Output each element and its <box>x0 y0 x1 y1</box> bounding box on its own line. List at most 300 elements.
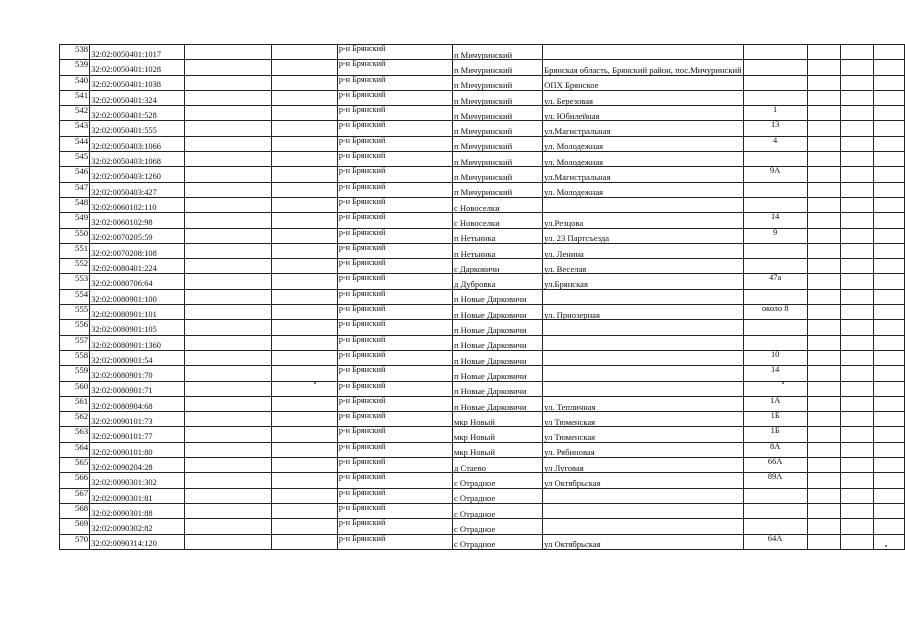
row-number: 543 <box>60 121 90 136</box>
empty-cell <box>272 427 337 442</box>
empty-cell <box>874 458 905 473</box>
table-row <box>60 274 905 289</box>
cadastral-number: 32:02:0090101:80 <box>90 442 184 457</box>
table-row <box>60 442 905 457</box>
house-cell <box>743 60 807 75</box>
cadastral-number: 32:02:0050401:555 <box>90 121 184 136</box>
row-number: 540 <box>60 75 90 90</box>
empty-cell <box>840 259 873 274</box>
empty-cell <box>840 90 873 105</box>
row-number: 556 <box>60 320 90 335</box>
empty-cell <box>272 473 337 488</box>
locality-cell: п Мичуринский <box>452 90 542 105</box>
empty-cell <box>840 320 873 335</box>
empty-cell <box>840 305 873 320</box>
district-cell: р-н Брянский <box>337 519 452 534</box>
district-cell: р-н Брянский <box>337 243 452 258</box>
empty-cell <box>807 75 840 90</box>
table-row <box>60 488 905 503</box>
row-number: 565 <box>60 458 90 473</box>
empty-cell <box>874 243 905 258</box>
row-number: 544 <box>60 136 90 151</box>
table-row <box>60 519 905 534</box>
house-cell: 14 <box>743 213 807 228</box>
house-cell: 1Б <box>743 412 807 427</box>
row-number: 548 <box>60 197 90 212</box>
empty-cell <box>840 427 873 442</box>
house-cell <box>743 182 807 197</box>
locality-cell: п Мичуринский <box>452 60 542 75</box>
empty-cell <box>184 75 272 90</box>
empty-cell <box>272 305 337 320</box>
empty-cell <box>874 503 905 518</box>
locality-cell: с Новоселки <box>452 197 542 212</box>
street-cell: ул. Тепличная <box>543 396 744 411</box>
table-row <box>60 75 905 90</box>
cadastral-number: 32:02:0050403:1068 <box>90 152 184 167</box>
locality-cell: п Мичуринский <box>452 167 542 182</box>
district-cell: р-н Брянский <box>337 412 452 427</box>
table-row <box>60 473 905 488</box>
table-row <box>60 106 905 121</box>
district-cell: р-н Брянский <box>337 167 452 182</box>
table-row <box>60 427 905 442</box>
locality-cell: п Мичуринский <box>452 121 542 136</box>
empty-cell <box>184 350 272 365</box>
empty-cell <box>874 136 905 151</box>
empty-cell <box>807 335 840 350</box>
table-row <box>60 396 905 411</box>
locality-cell: с Отрадное <box>452 519 542 534</box>
empty-cell <box>874 488 905 503</box>
empty-cell <box>184 167 272 182</box>
district-cell: р-н Брянский <box>337 335 452 350</box>
house-cell <box>743 90 807 105</box>
house-cell <box>743 519 807 534</box>
house-cell: 66А <box>743 458 807 473</box>
street-cell: ул.Магистральная <box>543 121 744 136</box>
empty-cell <box>840 167 873 182</box>
house-cell: 14 <box>743 366 807 381</box>
empty-cell <box>184 488 272 503</box>
table-row <box>60 152 905 167</box>
house-cell: 9А <box>743 167 807 182</box>
house-cell: 10 <box>743 350 807 365</box>
table-row <box>60 228 905 243</box>
cadastral-number: 32:02:0070208:108 <box>90 243 184 258</box>
empty-cell <box>272 136 337 151</box>
house-cell <box>743 197 807 212</box>
row-number: 562 <box>60 412 90 427</box>
table-row <box>60 243 905 258</box>
street-cell: ул. Молодежная <box>543 136 744 151</box>
empty-cell <box>272 121 337 136</box>
row-number: 569 <box>60 519 90 534</box>
empty-cell <box>807 213 840 228</box>
empty-cell <box>874 366 905 381</box>
empty-cell <box>874 320 905 335</box>
empty-cell <box>272 106 337 121</box>
empty-cell <box>840 335 873 350</box>
empty-cell <box>840 503 873 518</box>
row-number: 558 <box>60 350 90 365</box>
locality-cell: д Дубровка <box>452 274 542 289</box>
empty-cell <box>807 136 840 151</box>
empty-cell <box>807 228 840 243</box>
street-cell: Брянская область, Брянский район, пос.Мичуринский <box>543 60 744 75</box>
empty-cell <box>874 60 905 75</box>
house-cell: около 8 <box>743 305 807 320</box>
district-cell: р-н Брянский <box>337 305 452 320</box>
empty-cell <box>807 152 840 167</box>
locality-cell: д Стаево <box>452 458 542 473</box>
empty-cell <box>272 503 337 518</box>
empty-cell <box>184 412 272 427</box>
empty-cell <box>840 289 873 304</box>
row-number: 560 <box>60 381 90 396</box>
street-cell <box>543 289 744 304</box>
locality-cell: с Дарковичи <box>452 259 542 274</box>
empty-cell <box>840 534 873 549</box>
house-cell <box>743 381 807 396</box>
district-cell: р-н Брянский <box>337 442 452 457</box>
street-cell <box>543 503 744 518</box>
empty-cell <box>184 442 272 457</box>
empty-cell <box>840 152 873 167</box>
table-row <box>60 534 905 549</box>
empty-cell <box>807 305 840 320</box>
empty-cell <box>272 442 337 457</box>
locality-cell: п Мичуринский <box>452 45 542 60</box>
house-cell <box>743 152 807 167</box>
empty-cell <box>807 167 840 182</box>
house-cell <box>743 503 807 518</box>
empty-cell <box>840 243 873 258</box>
district-cell: р-н Брянский <box>337 136 452 151</box>
table-row <box>60 335 905 350</box>
street-cell: ул. Молодежная <box>543 182 744 197</box>
street-cell <box>543 366 744 381</box>
house-cell: 9 <box>743 228 807 243</box>
locality-cell: п Мичуринский <box>452 75 542 90</box>
empty-cell <box>840 488 873 503</box>
street-cell: ул Тюменская <box>543 427 744 442</box>
street-cell <box>543 519 744 534</box>
row-number: 541 <box>60 90 90 105</box>
empty-cell <box>840 106 873 121</box>
row-number: 563 <box>60 427 90 442</box>
locality-cell: мкр Новый <box>452 412 542 427</box>
street-cell: ул. Веселая <box>543 259 744 274</box>
empty-cell <box>807 259 840 274</box>
empty-cell <box>874 350 905 365</box>
empty-cell <box>807 473 840 488</box>
empty-cell <box>874 259 905 274</box>
street-cell: ул. Ленина <box>543 243 744 258</box>
locality-cell: п Новые Дарковичи <box>452 305 542 320</box>
cadastral-number: 32:02:0050401:528 <box>90 106 184 121</box>
cadastral-number: 32:02:0090101:73 <box>90 412 184 427</box>
district-cell: р-н Брянский <box>337 427 452 442</box>
empty-cell <box>272 45 337 60</box>
locality-cell: п Новые Дарковичи <box>452 289 542 304</box>
empty-cell <box>272 75 337 90</box>
empty-cell <box>874 274 905 289</box>
district-cell: р-н Брянский <box>337 534 452 549</box>
cadastral-number: 32:02:0080706:64 <box>90 274 184 289</box>
empty-cell <box>874 473 905 488</box>
table-row <box>60 350 905 365</box>
empty-cell <box>874 335 905 350</box>
empty-cell <box>184 458 272 473</box>
cadastral-number: 32:02:0090204:28 <box>90 458 184 473</box>
empty-cell <box>807 197 840 212</box>
empty-cell <box>807 243 840 258</box>
row-number: 538 <box>60 45 90 60</box>
empty-cell <box>272 350 337 365</box>
scan-speck <box>314 382 316 384</box>
locality-cell: п Мичуринский <box>452 106 542 121</box>
scan-speck <box>782 382 784 384</box>
house-cell: 1Б <box>743 427 807 442</box>
district-cell: р-н Брянский <box>337 473 452 488</box>
empty-cell <box>807 60 840 75</box>
empty-cell <box>874 519 905 534</box>
empty-cell <box>184 106 272 121</box>
empty-cell <box>272 488 337 503</box>
cadastral-number: 32:02:0080901:71 <box>90 381 184 396</box>
empty-cell <box>184 228 272 243</box>
street-cell <box>543 45 744 60</box>
row-number: 545 <box>60 152 90 167</box>
empty-cell <box>184 182 272 197</box>
locality-cell: п Нетьинка <box>452 228 542 243</box>
row-number: 554 <box>60 289 90 304</box>
street-cell <box>543 335 744 350</box>
street-cell <box>543 320 744 335</box>
district-cell: р-н Брянский <box>337 213 452 228</box>
empty-cell <box>807 182 840 197</box>
district-cell: р-н Брянский <box>337 503 452 518</box>
empty-cell <box>874 305 905 320</box>
house-cell <box>743 259 807 274</box>
street-cell: ул Тюменская <box>543 412 744 427</box>
district-cell: р-н Брянский <box>337 381 452 396</box>
locality-cell: с Отрадное <box>452 488 542 503</box>
cadastral-number: 32:02:0080401:224 <box>90 259 184 274</box>
cadastral-number: 32:02:0080901:54 <box>90 350 184 365</box>
empty-cell <box>272 90 337 105</box>
house-cell: 47а <box>743 274 807 289</box>
street-cell: ул. Молодежная <box>543 152 744 167</box>
empty-cell <box>874 75 905 90</box>
empty-cell <box>272 259 337 274</box>
house-cell <box>743 75 807 90</box>
empty-cell <box>272 320 337 335</box>
cadastral-number: 32:02:0060102:110 <box>90 197 184 212</box>
empty-cell <box>184 152 272 167</box>
street-cell <box>543 197 744 212</box>
empty-cell <box>807 519 840 534</box>
district-cell: р-н Брянский <box>337 60 452 75</box>
empty-cell <box>184 197 272 212</box>
cadastral-number: 32:02:0050403:1260 <box>90 167 184 182</box>
table-row <box>60 167 905 182</box>
empty-cell <box>807 121 840 136</box>
house-cell <box>743 320 807 335</box>
empty-cell <box>807 442 840 457</box>
locality-cell: п Новые Дарковичи <box>452 381 542 396</box>
row-number: 561 <box>60 396 90 411</box>
house-cell: 8А <box>743 442 807 457</box>
row-number: 553 <box>60 274 90 289</box>
district-cell: р-н Брянский <box>337 182 452 197</box>
empty-cell <box>840 458 873 473</box>
district-cell: р-н Брянский <box>337 488 452 503</box>
empty-cell <box>807 90 840 105</box>
district-cell: р-н Брянский <box>337 228 452 243</box>
empty-cell <box>874 121 905 136</box>
empty-cell <box>840 519 873 534</box>
row-number: 557 <box>60 335 90 350</box>
street-cell: ул Октябрьская <box>543 473 744 488</box>
locality-cell: п Мичуринский <box>452 152 542 167</box>
row-number: 539 <box>60 60 90 75</box>
empty-cell <box>272 289 337 304</box>
table-body <box>60 45 905 550</box>
house-cell <box>743 289 807 304</box>
district-cell: р-н Брянский <box>337 458 452 473</box>
house-cell: 13 <box>743 121 807 136</box>
cadastral-number: 32:02:0080901:1360 <box>90 335 184 350</box>
street-cell: ул. Березовая <box>543 90 744 105</box>
empty-cell <box>184 60 272 75</box>
locality-cell: с Отрадное <box>452 534 542 549</box>
empty-cell <box>840 45 873 60</box>
table-row <box>60 45 905 60</box>
house-cell: 89А <box>743 473 807 488</box>
empty-cell <box>807 458 840 473</box>
street-cell <box>543 350 744 365</box>
district-cell: р-н Брянский <box>337 197 452 212</box>
empty-cell <box>272 335 337 350</box>
locality-cell: п Новые Дарковичи <box>452 335 542 350</box>
street-cell: ул.Резцова <box>543 213 744 228</box>
empty-cell <box>272 60 337 75</box>
row-number: 546 <box>60 167 90 182</box>
cadastral-number: 32:02:0090301:81 <box>90 488 184 503</box>
table-row <box>60 305 905 320</box>
cadastral-number: 32:02:0070205:59 <box>90 228 184 243</box>
empty-cell <box>874 152 905 167</box>
empty-cell <box>272 243 337 258</box>
empty-cell <box>807 45 840 60</box>
cadastral-number: 32:02:0080901:105 <box>90 320 184 335</box>
row-number: 568 <box>60 503 90 518</box>
empty-cell <box>807 396 840 411</box>
property-table <box>59 44 905 550</box>
empty-cell <box>807 503 840 518</box>
locality-cell: п Мичуринский <box>452 136 542 151</box>
empty-cell <box>272 197 337 212</box>
empty-cell <box>840 366 873 381</box>
empty-cell <box>184 305 272 320</box>
empty-cell <box>874 213 905 228</box>
empty-cell <box>840 60 873 75</box>
empty-cell <box>807 366 840 381</box>
cadastral-number: 32:02:0050401:1017 <box>90 45 184 60</box>
empty-cell <box>184 427 272 442</box>
cadastral-number: 32:02:0090101:77 <box>90 427 184 442</box>
empty-cell <box>184 381 272 396</box>
empty-cell <box>807 381 840 396</box>
locality-cell: с Новоселки <box>452 213 542 228</box>
district-cell: р-н Брянский <box>337 152 452 167</box>
empty-cell <box>272 458 337 473</box>
empty-cell <box>840 442 873 457</box>
street-cell: ул Луговая <box>543 458 744 473</box>
district-cell: р-н Брянский <box>337 75 452 90</box>
empty-cell <box>272 412 337 427</box>
empty-cell <box>874 534 905 549</box>
empty-cell <box>807 274 840 289</box>
empty-cell <box>184 503 272 518</box>
empty-cell <box>874 412 905 427</box>
empty-cell <box>184 473 272 488</box>
district-cell: р-н Брянский <box>337 350 452 365</box>
empty-cell <box>184 534 272 549</box>
row-number: 566 <box>60 473 90 488</box>
empty-cell <box>807 350 840 365</box>
cadastral-number: 32:02:0050401:324 <box>90 90 184 105</box>
district-cell: р-н Брянский <box>337 320 452 335</box>
empty-cell <box>184 335 272 350</box>
empty-cell <box>840 75 873 90</box>
cadastral-number: 32:02:0090301:88 <box>90 503 184 518</box>
street-cell: ул. 23 Партсъезда <box>543 228 744 243</box>
district-cell: р-н Брянский <box>337 289 452 304</box>
district-cell: р-н Брянский <box>337 121 452 136</box>
table-row <box>60 213 905 228</box>
table-row <box>60 320 905 335</box>
empty-cell <box>184 243 272 258</box>
street-cell <box>543 381 744 396</box>
empty-cell <box>272 366 337 381</box>
district-cell: р-н Брянский <box>337 90 452 105</box>
cadastral-number: 32:02:0050403:427 <box>90 182 184 197</box>
cadastral-number: 32:02:0080901:70 <box>90 366 184 381</box>
cadastral-number: 32:02:0050403:1066 <box>90 136 184 151</box>
row-number: 551 <box>60 243 90 258</box>
table-row <box>60 90 905 105</box>
empty-cell <box>272 396 337 411</box>
row-number: 570 <box>60 534 90 549</box>
row-number: 549 <box>60 213 90 228</box>
empty-cell <box>840 121 873 136</box>
locality-cell: п Новые Дарковичи <box>452 396 542 411</box>
house-cell <box>743 243 807 258</box>
empty-cell <box>874 182 905 197</box>
locality-cell: мкр Новый <box>452 442 542 457</box>
empty-cell <box>184 121 272 136</box>
district-cell: р-н Брянский <box>337 106 452 121</box>
row-number: 555 <box>60 305 90 320</box>
empty-cell <box>272 381 337 396</box>
locality-cell: с Отрадное <box>452 503 542 518</box>
cadastral-number: 32:02:0080901:100 <box>90 289 184 304</box>
empty-cell <box>272 534 337 549</box>
row-number: 550 <box>60 228 90 243</box>
